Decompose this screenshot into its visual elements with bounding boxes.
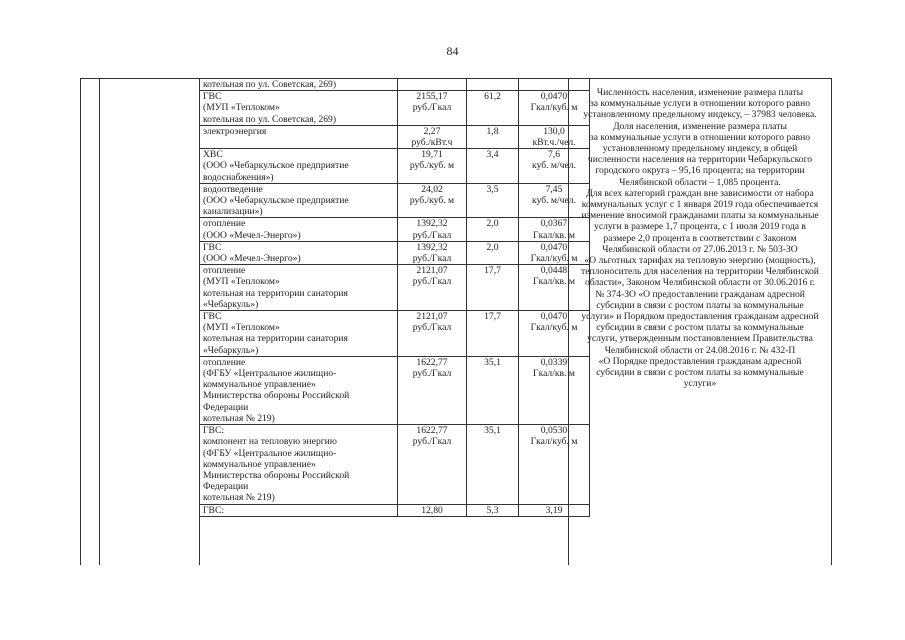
norm-cell [519, 425, 590, 504]
service-text: (ФГБУ «Центральное жилищно- [203, 368, 337, 380]
service-text: (ООО «Чебаркульское предприятие [203, 195, 349, 207]
tariff-text: 2155,17 [416, 91, 448, 103]
service-text: котельная на территории санатория [203, 287, 348, 299]
service-text: котельная на территории санатория [203, 333, 348, 345]
table-row [200, 504, 590, 516]
norm-text: 0,0367 [540, 218, 568, 230]
tariff-cell [398, 311, 467, 357]
tariff-text: 2,27 [423, 125, 441, 137]
note-line: Челябинской области от 27.06.2013 г. № 503-ЗО [602, 243, 798, 255]
tariff-cell [398, 504, 467, 516]
tariff-text: 24,02 [421, 183, 443, 195]
tariff-text: руб./Гкал [412, 368, 452, 380]
tariff-text: руб./Гкал [412, 253, 452, 265]
growth-cell [467, 218, 519, 241]
table-row [200, 79, 590, 91]
norm-text: Гкал/кв. м [533, 229, 575, 241]
norm-text: 0,0339 [540, 356, 568, 368]
growth-text: 5,3 [486, 504, 499, 516]
service-text: «Чебаркуль») [203, 344, 259, 356]
growth-text: 2,0 [486, 241, 499, 253]
service-text: компонент на тепловую энергию [203, 436, 337, 448]
service-cell [200, 218, 398, 241]
table-row [200, 356, 590, 424]
norm-text: куб. м/чел. [532, 160, 576, 172]
tariff-cell [398, 125, 467, 148]
growth-text: 35,1 [484, 425, 501, 437]
table-row [200, 311, 590, 357]
service-text: котельная № 219) [203, 412, 275, 424]
table-row [200, 218, 590, 241]
service-cell [200, 425, 398, 504]
service-text: «Чебаркуль») [203, 298, 259, 310]
tariff-cell [398, 218, 467, 241]
service-text: Министерства обороны Российской [203, 469, 350, 481]
tariff-text: руб./Гкал [412, 436, 452, 448]
note-line: № 374-ЗО «О предоставлении гражданам адресной [595, 288, 805, 300]
tariff-text: 1392,32 [416, 241, 448, 253]
service-text: электроэнергия [203, 125, 267, 137]
tariff-text: 1392,32 [416, 218, 448, 230]
population-note [570, 87, 830, 389]
service-text: (ФГБУ «Центральное жилищно- [203, 447, 337, 459]
tariff-text: руб./Гкал [412, 229, 452, 241]
note-line: услуги» и Порядком предоставления гражданам адресной [581, 311, 819, 323]
service-text: Министерства обороны Российской [203, 390, 350, 402]
note-line: услуги, утвержденным постановлением Правительства [587, 333, 813, 345]
service-text: котельная по ул. Советская, 269) [203, 113, 337, 125]
table-row [200, 91, 590, 126]
note-line: установленному предельному индексу, в общей [602, 143, 798, 155]
norm-text: Гкал/кв. м [533, 368, 575, 380]
tariff-cell [398, 79, 467, 91]
column-divider [99, 79, 100, 565]
service-text: (ООО «Мечел-Энерго») [203, 253, 301, 265]
note-line: численности населения на территории Чебаркульского [587, 154, 813, 166]
table-row [200, 265, 590, 311]
norm-text: 130,0 [543, 125, 565, 137]
service-text: (МУП «Теплоком» [203, 102, 280, 114]
growth-text: 17,7 [484, 311, 501, 323]
service-cell [200, 183, 398, 218]
norm-text: Гкал/куб. м [530, 102, 578, 114]
service-text: ГВС: [203, 504, 225, 516]
service-cell [200, 504, 398, 516]
growth-text: 61,2 [484, 91, 501, 103]
norm-text: 0,0530 [540, 425, 568, 437]
service-text: (ООО «Чебаркульское предприятие [203, 160, 349, 172]
service-text: водоснабжения») [203, 171, 274, 183]
service-text: ГВС [203, 311, 222, 323]
note-line: субсидии в связи с ростом платы за коммунальные [596, 299, 804, 311]
service-text: ГВС [203, 91, 222, 103]
norm-text: 7,6 [548, 149, 560, 161]
tariff-text: руб./Гкал [412, 102, 452, 114]
service-text: Федерации [203, 401, 249, 413]
norm-text: куб. м/чел. [532, 195, 576, 207]
note-line: за коммунальные услуги в отношении которого равно [589, 98, 811, 110]
service-cell [200, 149, 398, 184]
norm-cell [519, 504, 590, 516]
service-text: водоотведение [203, 183, 263, 195]
note-line: коммунальных услуг с 1 января 2019 года обеспечивается [581, 199, 819, 211]
note-line: услуги в размере 1,7 процента, с 1 июля 2019 года в [594, 221, 806, 233]
service-text: коммунальное управление» [203, 379, 316, 391]
tariff-cell [398, 425, 467, 504]
note-line: Доля населения, изменение размера платы [613, 120, 787, 132]
service-cell [200, 356, 398, 424]
growth-cell [467, 504, 519, 516]
growth-text: 2,0 [486, 218, 499, 230]
growth-cell [467, 125, 519, 148]
note-line: установленному предельному индексу, – 37983 человека. [583, 109, 817, 121]
growth-cell [467, 265, 519, 311]
service-cell [200, 311, 398, 357]
service-text: отопление [203, 218, 246, 230]
service-text: котельная № 219) [203, 492, 275, 504]
tariff-cell [398, 149, 467, 184]
tariff-table-page [80, 78, 832, 565]
norm-text: Гкал/куб. м [530, 436, 578, 448]
growth-text: 3,4 [486, 149, 499, 161]
service-text: отопление [203, 356, 246, 368]
tariff-text: 2121,07 [416, 265, 448, 277]
norm-text: 0,0448 [540, 265, 568, 277]
tariff-text: руб./Гкал [412, 276, 452, 288]
note-line: «О Порядке предоставления гражданам адресной [598, 355, 802, 367]
note-line: области», Законом Челябинской области от 30.06.2016 г. [584, 277, 816, 289]
service-text: котельная по ул. Советская, 269) [203, 79, 337, 90]
table-row [200, 125, 590, 148]
service-text: ГВС: [203, 425, 225, 437]
service-cell [200, 241, 398, 264]
page-number: 84 [446, 44, 459, 58]
note-line: услуги» [683, 378, 717, 390]
note-line: Для всех категорий граждан вне зависимости от набора [586, 187, 814, 199]
note-line: теплоноситель для населения на территории Челябинской [581, 266, 819, 278]
tariff-text: руб./куб. м [409, 160, 455, 172]
tariff-cell [398, 183, 467, 218]
growth-cell [467, 311, 519, 357]
note-line: субсидии в связи с ростом платы за коммунальные [596, 367, 804, 379]
growth-text: 3,5 [486, 183, 499, 195]
growth-cell [467, 149, 519, 184]
service-text: (ООО «Мечел-Энерго») [203, 229, 301, 241]
note-line: Челябинской области от 24.08.2016 г. № 432-П [604, 344, 796, 356]
tariff-text: руб./Гкал [412, 322, 452, 334]
growth-text: 1,8 [486, 125, 499, 137]
service-text: Федерации [203, 481, 249, 493]
tariff-cell [398, 241, 467, 264]
service-text: ХВС [203, 149, 223, 161]
note-line: размере 2,0 процента в соответствии с Законом [603, 232, 797, 244]
service-cell [200, 79, 398, 91]
growth-cell [467, 241, 519, 264]
growth-cell [467, 183, 519, 218]
service-text: коммунальное управление» [203, 458, 316, 470]
service-text: (МУП «Теплоком» [203, 276, 280, 288]
tariff-text: 1622,77 [416, 425, 448, 437]
norm-text: Гкал/кв. м [533, 276, 575, 288]
tariff-cell [398, 356, 467, 424]
norm-text: 7,45 [545, 183, 563, 195]
norm-text: кВт.ч./чел. [532, 137, 576, 149]
tariff-text: 1622,77 [416, 356, 448, 368]
norm-text: 0,0470 [540, 91, 568, 103]
tariff-text: 12,80 [421, 504, 443, 516]
table-row [200, 149, 590, 184]
service-text: ГВС [203, 241, 222, 253]
table-row [200, 425, 590, 504]
growth-text: 35,1 [484, 356, 501, 368]
tariff-text: 19,71 [421, 149, 443, 161]
norm-text: Гкал/куб. м [530, 253, 578, 265]
service-text: канализации») [203, 206, 263, 218]
growth-cell [467, 91, 519, 126]
service-cell [200, 125, 398, 148]
service-cell [200, 91, 398, 126]
growth-cell [467, 425, 519, 504]
note-line: городского округа – 95,16 процента; на территории [595, 165, 805, 177]
table-row [200, 241, 590, 264]
growth-cell [467, 356, 519, 424]
note-line: субсидии в связи с ростом платы за коммунальные [596, 322, 804, 334]
norm-text: 0,0470 [540, 311, 568, 323]
note-line: «О льготных тарифах на тепловую энергию (мощность), [584, 255, 816, 267]
norm-text: Гкал/куб. м [530, 322, 578, 334]
norm-text: 3,19 [545, 504, 563, 516]
note-line: Численность населения, изменение размера платы [596, 87, 804, 98]
tariff-table [199, 79, 590, 517]
service-cell [200, 265, 398, 311]
tariff-text: руб./куб. м [409, 195, 455, 207]
note-line: изменение вносимой гражданами платы за коммунальные [581, 210, 819, 222]
tariff-text: руб./кВт.ч [411, 137, 453, 149]
tariff-cell [398, 91, 467, 126]
service-text: (МУП «Теплоком» [203, 322, 280, 334]
service-text: отопление [203, 265, 246, 277]
growth-cell [467, 79, 519, 91]
growth-text: 17,7 [484, 265, 501, 277]
norm-text: 0,0470 [540, 241, 568, 253]
tariff-text: 2121,07 [416, 311, 448, 323]
tariff-cell [398, 265, 467, 311]
note-line: Челябинской области – 1,085 процента. [619, 176, 781, 188]
note-line: за коммунальные услуги в отношении которого равно [589, 131, 811, 143]
table-row [200, 183, 590, 218]
